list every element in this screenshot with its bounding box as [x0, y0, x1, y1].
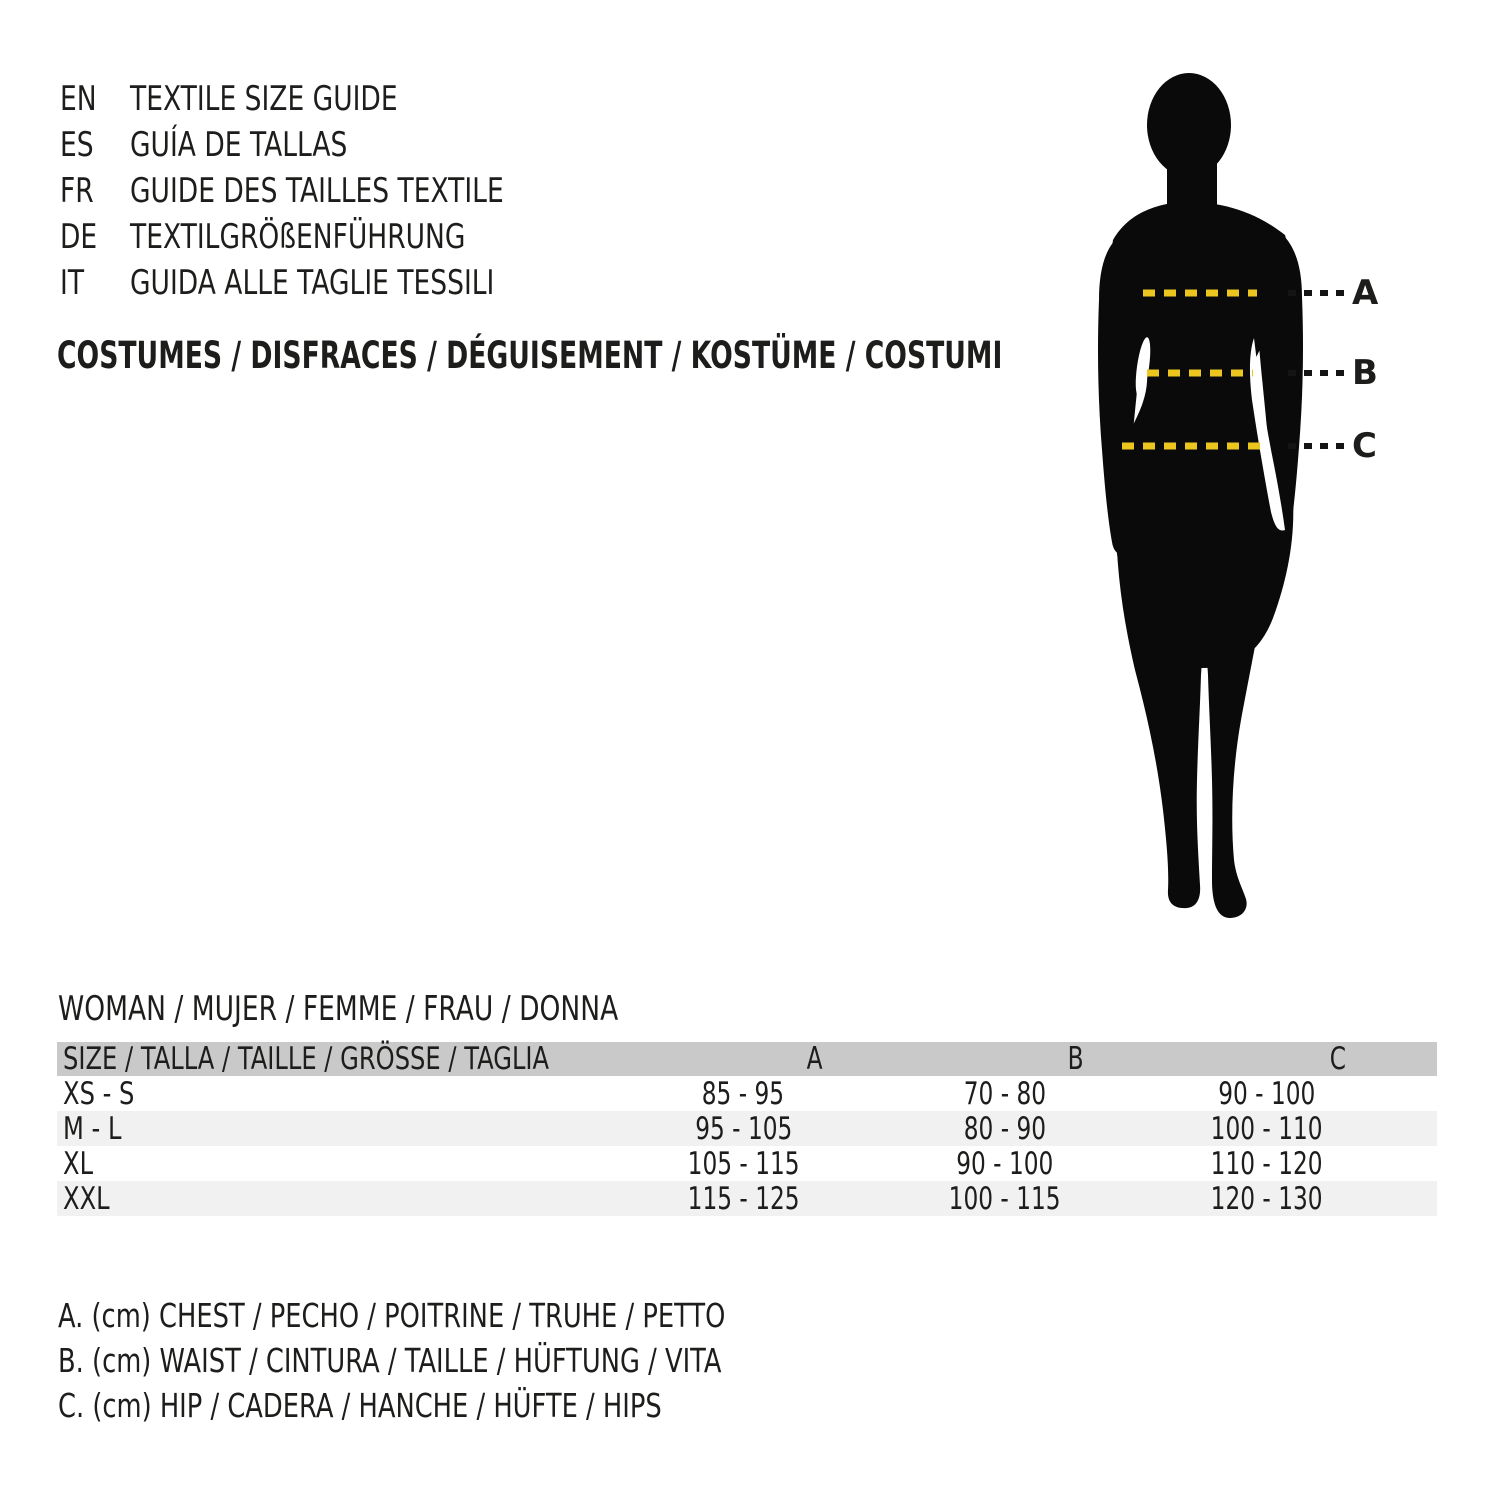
table-row-xxl	[57, 1181, 1437, 1216]
column-header-a: A	[806, 1041, 823, 1077]
legend-row-waist: B. (cm) WAIST / CINTURA / TAILLE / HÜFTUNG / VITA	[58, 1341, 722, 1380]
section-heading-woman: WOMAN / MUJER / FEMME / FRAU / DONNA	[58, 989, 619, 1029]
value-cell-b: 80 - 90	[963, 1110, 1047, 1147]
language-code: FR	[60, 171, 94, 211]
language-label: TEXTILE SIZE GUIDE	[130, 79, 398, 119]
woman-silhouette-figure	[1055, 60, 1405, 940]
language-row-it	[60, 260, 609, 306]
value-cell-b: 70 - 80	[963, 1075, 1047, 1112]
language-label: GUÍA DE TALLAS	[130, 125, 348, 165]
column-header-c: C	[1329, 1041, 1346, 1077]
value-cell-c: 120 - 130	[1210, 1180, 1323, 1217]
size-column-header: SIZE / TALLA / TAILLE / GRÖSSE / TAGLIA	[63, 1041, 550, 1077]
category-heading: COSTUMES / DISFRACES / DÉGUISEMENT / KOSTÜME / COSTUMI	[57, 334, 1003, 377]
value-cell-a: 95 - 105	[694, 1110, 792, 1147]
language-row-fr	[60, 168, 609, 214]
value-cell-a: 115 - 125	[687, 1180, 800, 1217]
measurement-legend	[58, 1293, 914, 1428]
table-row-xl	[57, 1146, 1437, 1181]
value-cell-a: 105 - 115	[687, 1145, 800, 1182]
legend-row-hip: C. (cm) HIP / CADERA / HANCHE / HÜFTE / HIPS	[58, 1386, 662, 1425]
size-cell: XL	[63, 1145, 94, 1182]
language-code: IT	[60, 263, 85, 303]
woman-silhouette-svg	[1055, 60, 1405, 940]
size-cell: XS - S	[63, 1075, 135, 1112]
value-cell-b: 90 - 100	[956, 1145, 1054, 1182]
size-cell: M - L	[63, 1110, 122, 1147]
value-cell-c: 90 - 100	[1217, 1075, 1315, 1112]
language-row-en	[60, 76, 609, 122]
language-code: ES	[60, 125, 94, 165]
measure-label-c: C	[1352, 426, 1377, 466]
value-cell-a: 85 - 95	[702, 1075, 785, 1112]
column-header-b: B	[1068, 1041, 1085, 1077]
language-row-de	[60, 214, 609, 260]
measure-label-a: A	[1352, 273, 1379, 313]
value-cell-b: 100 - 115	[948, 1180, 1061, 1217]
measure-label-b: B	[1352, 353, 1378, 393]
language-code: EN	[60, 79, 97, 119]
table-row-xs-s	[57, 1076, 1437, 1111]
value-cell-c: 100 - 110	[1210, 1110, 1323, 1147]
size-table-header-row	[57, 1042, 1437, 1076]
language-guide-list	[60, 76, 609, 306]
size-table	[57, 1042, 1437, 1216]
language-code: DE	[60, 217, 98, 257]
table-row-m-l	[57, 1111, 1437, 1146]
language-label: GUIDA ALLE TAGLIE TESSILI	[130, 263, 495, 303]
value-cell-c: 110 - 120	[1210, 1145, 1323, 1182]
language-label: TEXTILGRÖßENFÜHRUNG	[130, 217, 466, 257]
language-label: GUIDE DES TAILLES TEXTILE	[130, 171, 504, 211]
size-cell: XXL	[63, 1180, 110, 1217]
legend-row-chest: A. (cm) CHEST / PECHO / POITRINE / TRUHE / PETTO	[58, 1296, 726, 1335]
language-row-es	[60, 122, 609, 168]
